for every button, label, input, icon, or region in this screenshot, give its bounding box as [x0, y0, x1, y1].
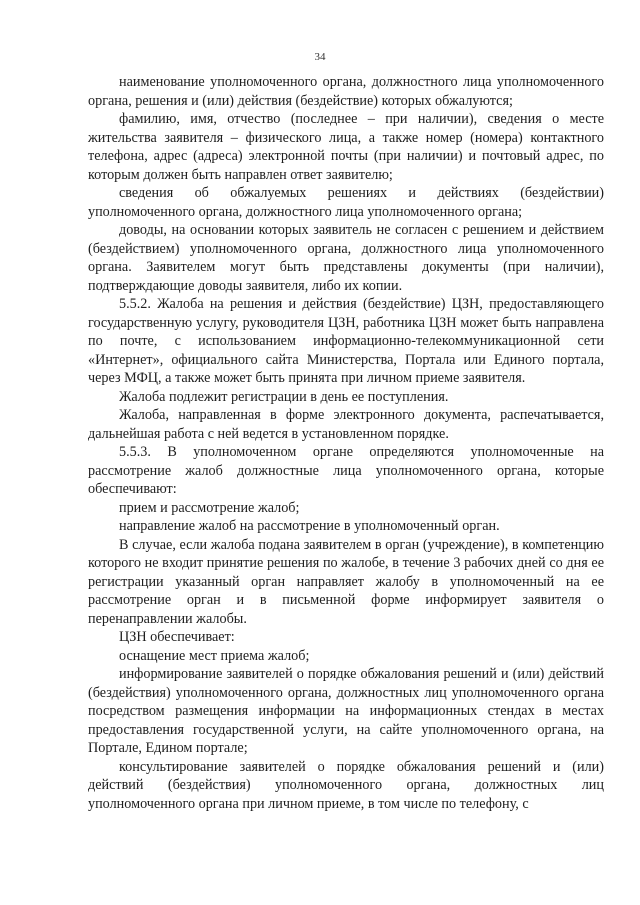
- paragraph: прием и рассмотрение жалоб;: [119, 499, 300, 516]
- paragraph: оснащение мест приема жалоб;: [119, 647, 310, 664]
- paragraph: 5.5.2. Жалоба на решения и действия (бездействие) ЦЗН, предоставляющего государственную услугу, руководителя ЦЗН, работника ЦЗН может быть направлена по почте, с использованием информационно-телекоммуникационной сети «Интернет», официального сайта Министерства, Портала или Единого портала, через МФЦ, а также может быть принята при личном приеме заявителя.: [88, 296, 604, 386]
- paragraph: ЦЗН обеспечивает:: [119, 629, 235, 645]
- paragraph: Жалоба, направленная в форме электронного документа, распечатывается, дальнейшая работа с ней ведется в установленном порядке.: [88, 407, 604, 442]
- paragraph: информирование заявителей о порядке обжалования решений и (или) действий (бездействия) уполномоченного органа, должностных лиц уполномоченного органа посредством размещения информации на информационных стендах в местах предоставления государственной услуги, на сайте уполномоченного органа, на Портале, Едином портале;: [88, 666, 604, 756]
- paragraph: доводы, на основании которых заявитель не согласен с решением и действием (бездействием) уполномоченного органа, должностного лица уполномоченного органа. Заявителем могут быть представлены документы (при наличии), подтверждающие доводы заявителя, либо их копии.: [88, 222, 604, 294]
- paragraph: направление жалоб на рассмотрение в уполномоченный орган.: [119, 518, 500, 534]
- body-text: [88, 73, 604, 813]
- paragraph: фамилию, имя, отчество (последнее – при наличии), сведения о месте жительства заявителя – физического лица, а также номер (номера) контактного телефона, адрес (адреса) электронной почты (при наличии) и почтовый адрес, по которым должен быть направлен ответ заявителю;: [88, 111, 604, 183]
- paragraph: наименование уполномоченного органа, должностного лица уполномоченного органа, решения и (или) действия (бездействие) которых обжалуются;: [88, 74, 604, 109]
- paragraph: В случае, если жалоба подана заявителем в орган (учреждение), в компетенцию которого не входит принятие решения по жалобе, в течение 3 рабочих дней со дня ее регистрации указанный орган направляет жалобу в уполномоченный на ее рассмотрение орган и в письменной форме информирует заявителя о перенаправлении жалобы.: [88, 536, 604, 627]
- paragraph: 5.5.3. В уполномоченном органе определяются уполномоченные на рассмотрение жалоб должностные лица уполномоченного органа, которые обеспечивают:: [88, 444, 604, 497]
- paragraph: консультирование заявителей о порядке обжалования решений и (или) действий (бездействия) уполномоченного органа, должностных лиц уполномоченного органа при личном приеме, в том числе по телефону, с: [88, 758, 604, 812]
- paragraph: Жалоба подлежит регистрации в день ее поступления.: [119, 388, 449, 405]
- paragraph: сведения об обжалуемых решениях и действиях (бездействии) уполномоченного органа, должностного лица уполномоченного органа;: [88, 185, 604, 220]
- page-number: 34: [314, 51, 326, 63]
